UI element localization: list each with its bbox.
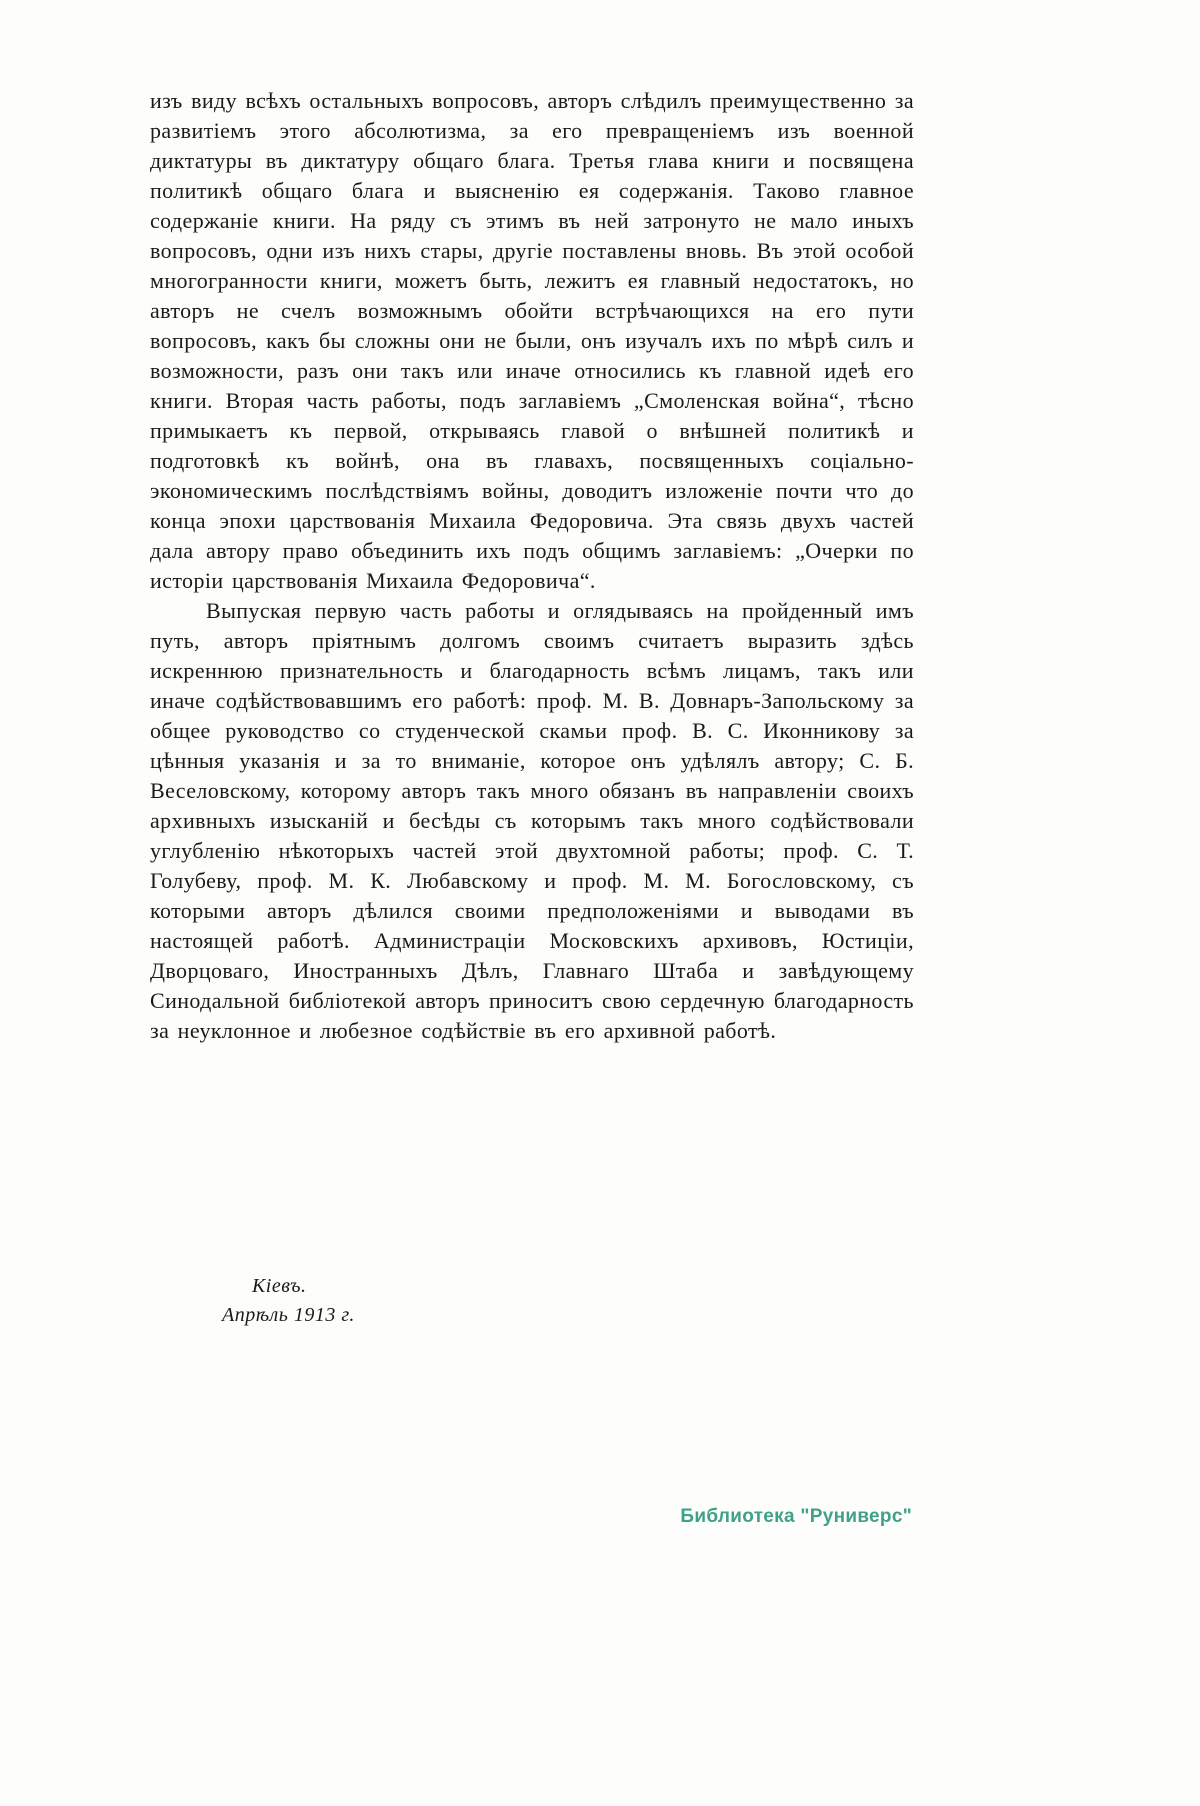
paragraph-continuation: изъ виду всѣхъ остальныхъ вопросовъ, авторъ слѣдилъ преимущественно за развитіемъ этого абсолютизма, за его превращеніемъ изъ военной диктатуры въ диктатуру общаго блага. Третья глава книги и посвящена политикѣ общаго блага и выясненію ея содержанія. Таково главное содержаніе книги. На ряду съ этимъ въ ней затронуто не мало иныхъ вопросовъ, одни изъ нихъ стары, другіе поставлены вновь. Въ этой особой многогранности книги, можетъ быть, лежитъ ея главный недостатокъ, но авторъ не счелъ возможнымъ обойти встрѣчающихся на его пути вопросовъ, какъ бы сложны они не были, онъ изучалъ ихъ по мѣрѣ силъ и возможности, разъ они такъ или иначе относились къ главной идеѣ его книги. Вторая часть работы, подъ заглавіемъ „Смоленская война“, тѣсно примыкаетъ къ первой, открываясь главой о внѣшней политикѣ и подготовкѣ къ войнѣ, она въ главахъ, посвященныхъ соціально-экономическимъ послѣдствіямъ войны, доводитъ изложеніе почти что до конца эпохи царствованія Михаила Федоровича. Эта связь двухъ частей дала автору право объединить ихъ подъ общимъ заглавіемъ: „Очерки по исторіи царствованія Михаила Федоровича“.	[150, 88, 914, 593]
signature-place: Кіевъ.	[252, 1275, 307, 1297]
body-text-block	[150, 86, 914, 1046]
library-watermark: Библиотека "Руниверс"	[680, 1506, 912, 1527]
signature-date: Апрѣль 1913 г.	[222, 1304, 355, 1326]
paragraph-acknowledgements: Выпуская первую часть работы и оглядываясь на пройденный имъ путь, авторъ пріятнымъ долгомъ своимъ считаетъ выразить здѣсь искреннюю признательность и благодарность всѣмъ лицамъ, такъ или иначе содѣйствовавшимъ его работѣ: проф. М. В. Довнаръ-Запольскому за общее руководство со студенческой скамьи проф. В. С. Иконникову за цѣнныя указанія и за то вниманіе, которое онъ удѣлялъ автору; С. Б. Веселовскому, которому авторъ такъ много обязанъ въ направленіи своихъ архивныхъ изысканій и бесѣды съ которымъ такъ много содѣйствовали углубленію нѣкоторыхъ частей этой двухтомной работы; проф. С. Т. Голубеву, проф. М. К. Любавскому и проф. М. М. Богословскому, съ которыми авторъ дѣлился своими предположеніями и выводами въ настоящей работѣ. Администраціи Московскихъ архивовъ, Юстиціи, Дворцоваго, Иностранныхъ Дѣлъ, Главнаго Штаба и завѣдующему Синодальной библіотекой авторъ приноситъ свою сердечную благодарность за неуклонное и любезное содѣйствіе въ его архивной работѣ.	[150, 598, 914, 1043]
signature-block	[222, 1272, 355, 1330]
